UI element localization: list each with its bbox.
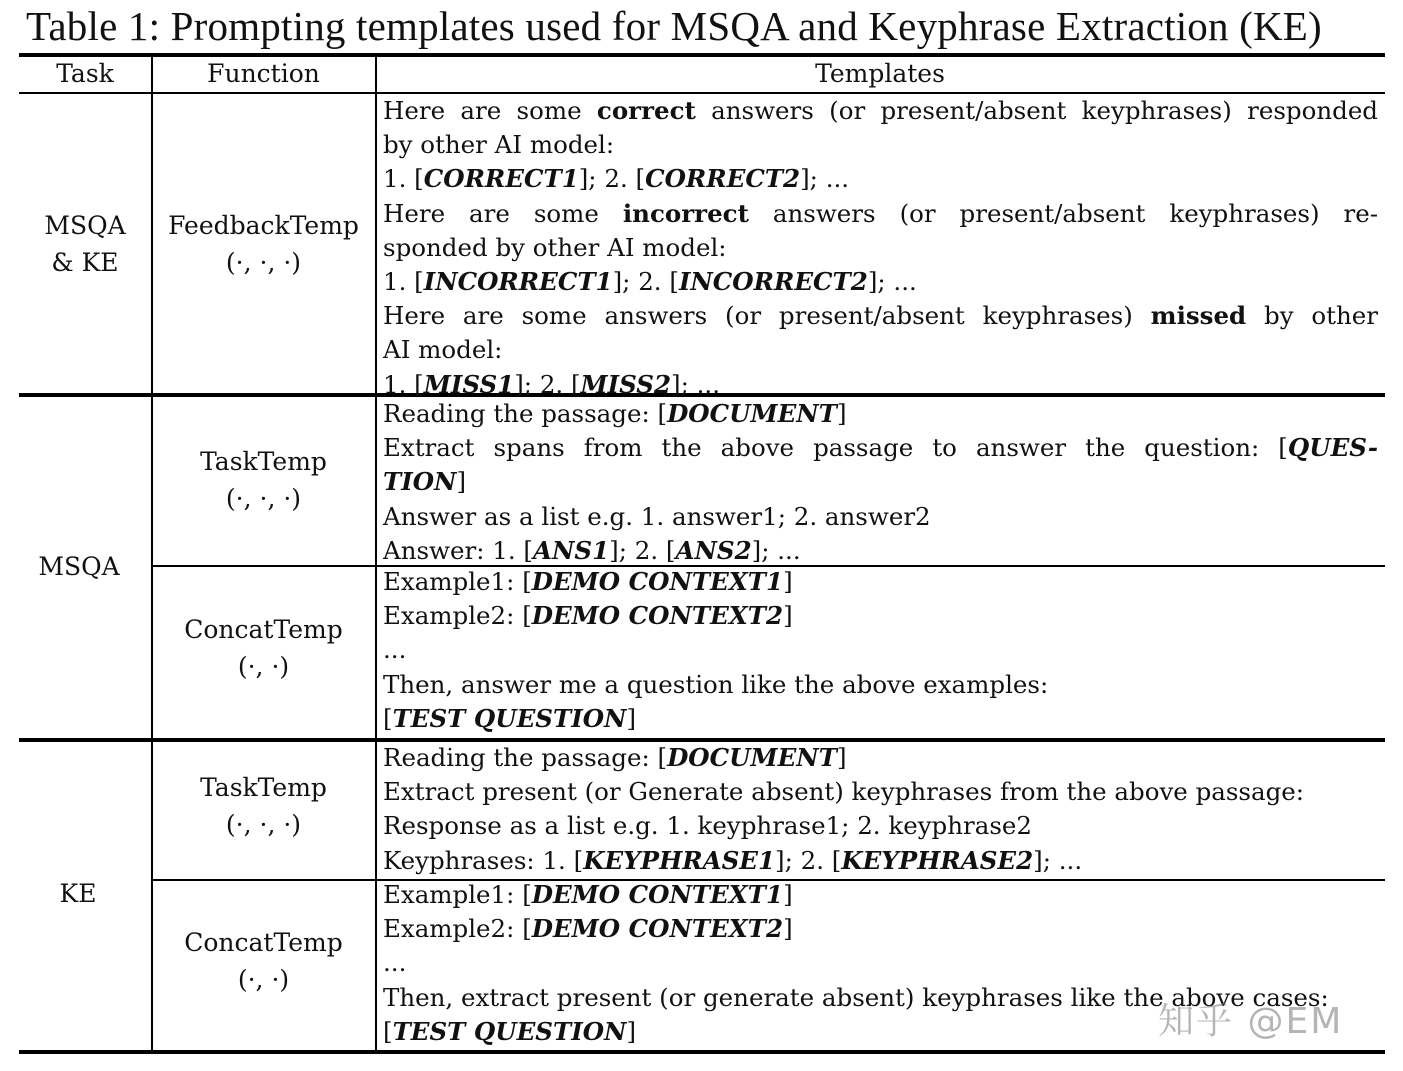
- template-line: [383, 534, 1378, 568]
- template-text: by other AI model:: [383, 130, 615, 160]
- task-label-line: KE: [59, 879, 97, 908]
- placeholder-slot: QUES-: [1287, 433, 1378, 463]
- template-text: Then, answer me a question like the above examples:: [383, 669, 1049, 699]
- template-line: [383, 128, 1378, 162]
- placeholder-slot: ANS1: [533, 535, 610, 565]
- placeholder-slot: MISS2: [580, 369, 672, 399]
- header-templates: Templates: [815, 59, 945, 88]
- watermark: 知乎 @EM: [1158, 1001, 1344, 1042]
- template-line: [383, 946, 1378, 980]
- task-label-line: MSQA: [44, 211, 126, 240]
- template-text: Here are some: [383, 96, 597, 125]
- template-msqa-tasktemp: [383, 397, 1378, 568]
- placeholder-slot: TEST QUESTION: [392, 703, 627, 733]
- template-line: [383, 500, 1378, 534]
- template-text: ]; ...: [671, 369, 720, 399]
- template-text: sponded by other AI model:: [383, 232, 727, 262]
- template-text: 1. [: [383, 266, 424, 296]
- function-name: TaskTemp: [200, 447, 327, 476]
- task-label-line: MSQA: [38, 552, 120, 581]
- placeholder-slot: MISS1: [423, 369, 515, 399]
- function-args: (·, ·): [237, 652, 290, 681]
- placeholder-slot: TEST QUESTION: [392, 1016, 627, 1046]
- template-line: [383, 94, 1378, 128]
- placeholder-slot: INCORRECT2: [678, 266, 868, 296]
- template-line: [383, 878, 1378, 912]
- table-bottom-rule: [19, 1050, 1385, 1054]
- column-divider-function: [375, 55, 377, 1052]
- placeholder-slot: KEYPHRASE1: [583, 845, 776, 875]
- template-text: ]: [783, 601, 793, 631]
- task-msqa: [19, 548, 139, 585]
- template-text: ]; 2. [: [578, 164, 646, 194]
- placeholder-slot: DOCUMENT: [667, 399, 837, 428]
- template-line: [383, 912, 1378, 946]
- function-args: (·, ·, ·): [225, 810, 302, 839]
- template-text: ]; ...: [751, 535, 801, 565]
- template-line: [383, 431, 1378, 465]
- template-text: Answer: 1. [: [383, 535, 533, 565]
- template-line: [383, 809, 1378, 843]
- template-text: 1. [: [383, 164, 424, 194]
- template-text: [: [383, 1016, 393, 1046]
- template-text: Here are some answers (or present/absent keyphrases): [383, 301, 1151, 331]
- template-msqa-concattemp: [383, 565, 1378, 736]
- template-text: ]; ...: [800, 164, 850, 194]
- function-feedbacktemp: [152, 207, 375, 281]
- template-text: Example2: [: [383, 914, 532, 944]
- placeholder-slot: KEYPHRASE2: [841, 845, 1034, 875]
- task-msqa-ke: [19, 207, 151, 281]
- template-text: ]: [456, 467, 466, 497]
- placeholder-slot: DEMO CONTEXT1: [531, 567, 784, 596]
- template-text: Here are some: [383, 198, 623, 228]
- function-args: (·, ·): [237, 965, 290, 994]
- emphasis-text: missed: [1150, 301, 1247, 331]
- template-text: Extract present (or Generate absent) keyphrases from the above passage:: [383, 777, 1305, 807]
- template-text: Reading the passage: [: [383, 743, 668, 772]
- placeholder-slot: CORRECT1: [423, 164, 579, 194]
- placeholder-slot: ANS2: [675, 535, 752, 565]
- template-text: ...: [383, 948, 407, 978]
- template-text: answers (or present/absent keyphrases) re-: [748, 198, 1378, 228]
- function-ke-concattemp: [152, 924, 375, 998]
- template-feedbacktemp: [383, 94, 1378, 402]
- header-function: Function: [207, 59, 320, 88]
- template-line: [383, 565, 1378, 599]
- template-text: AI model:: [383, 335, 503, 365]
- template-line: [383, 775, 1378, 809]
- function-name: ConcatTemp: [184, 928, 343, 957]
- emphasis-text: correct: [596, 96, 696, 125]
- function-args: (·, ·, ·): [225, 248, 302, 277]
- template-text: ]; 2. [: [609, 535, 676, 565]
- template-text: Example1: [: [383, 880, 532, 909]
- column-divider-task: [151, 55, 153, 1052]
- template-line: [383, 741, 1378, 775]
- template-text: ]: [626, 1016, 636, 1046]
- template-text: Answer as a list e.g. 1. answer1; 2. answer2: [383, 501, 931, 531]
- template-line: [383, 668, 1378, 702]
- template-text: answers (or present/absent keyphrases) responded: [695, 96, 1378, 125]
- task-label-line: & KE: [51, 248, 119, 277]
- template-line: [383, 299, 1378, 333]
- template-line: [383, 465, 1378, 499]
- template-text: ]: [783, 880, 793, 909]
- template-text: Example1: [: [383, 567, 532, 596]
- template-text: Response as a list e.g. 1. keyphrase1; 2. keyphrase2: [383, 811, 1032, 841]
- template-line: [383, 633, 1378, 667]
- template-text: Extract spans from the above passage to answer the question: [: [383, 433, 1288, 463]
- template-text: ]: [783, 914, 793, 944]
- placeholder-slot: TION: [383, 467, 457, 497]
- template-text: ]: [626, 703, 636, 733]
- template-line: [383, 397, 1378, 431]
- function-msqa-tasktemp: [152, 443, 375, 517]
- template-text: Example2: [: [383, 601, 532, 631]
- function-msqa-concattemp: [152, 611, 375, 685]
- template-text: 1. [: [383, 369, 424, 399]
- emphasis-text: incorrect: [622, 198, 749, 228]
- template-line: [383, 231, 1378, 265]
- template-text: ...: [383, 635, 407, 665]
- template-text: [: [383, 703, 393, 733]
- template-text: ]; ...: [1033, 845, 1083, 875]
- template-line: [383, 162, 1378, 196]
- template-text: Then, extract present (or generate absent) keyphrases like the above cases:: [383, 982, 1329, 1012]
- template-text: by other: [1246, 301, 1378, 331]
- function-name: ConcatTemp: [184, 615, 343, 644]
- placeholder-slot: DEMO CONTEXT2: [531, 914, 784, 944]
- template-text: ]: [783, 567, 793, 596]
- template-line: [383, 265, 1378, 299]
- template-ke-tasktemp: [383, 741, 1378, 878]
- template-text: Keyphrases: 1. [: [383, 845, 584, 875]
- table-caption: Table 1: Prompting templates used for MSQA and Keyphrase Extraction (KE): [26, 3, 1322, 49]
- function-ke-tasktemp: [152, 769, 375, 843]
- template-line: [383, 702, 1378, 736]
- template-text: ]; 2. [: [775, 845, 842, 875]
- template-line: [383, 197, 1378, 231]
- template-text: ]; 2. [: [514, 369, 581, 399]
- template-text: ]: [836, 399, 847, 428]
- function-name: TaskTemp: [200, 773, 327, 802]
- template-text: ]; ...: [867, 266, 917, 296]
- template-line: [383, 333, 1378, 367]
- task-ke: [19, 875, 137, 912]
- function-args: (·, ·, ·): [225, 484, 302, 513]
- placeholder-slot: INCORRECT1: [423, 266, 613, 296]
- placeholder-slot: DEMO CONTEXT1: [531, 880, 784, 909]
- template-text: ]; 2. [: [612, 266, 679, 296]
- function-name: FeedbackTemp: [168, 211, 359, 240]
- placeholder-slot: DEMO CONTEXT2: [531, 601, 784, 631]
- header-task: Task: [56, 59, 114, 88]
- template-text: Reading the passage: [: [383, 399, 668, 428]
- template-line: [383, 599, 1378, 633]
- template-text: ]: [836, 743, 847, 772]
- placeholder-slot: CORRECT2: [645, 164, 801, 194]
- template-line: [383, 844, 1378, 878]
- placeholder-slot: DOCUMENT: [667, 743, 837, 772]
